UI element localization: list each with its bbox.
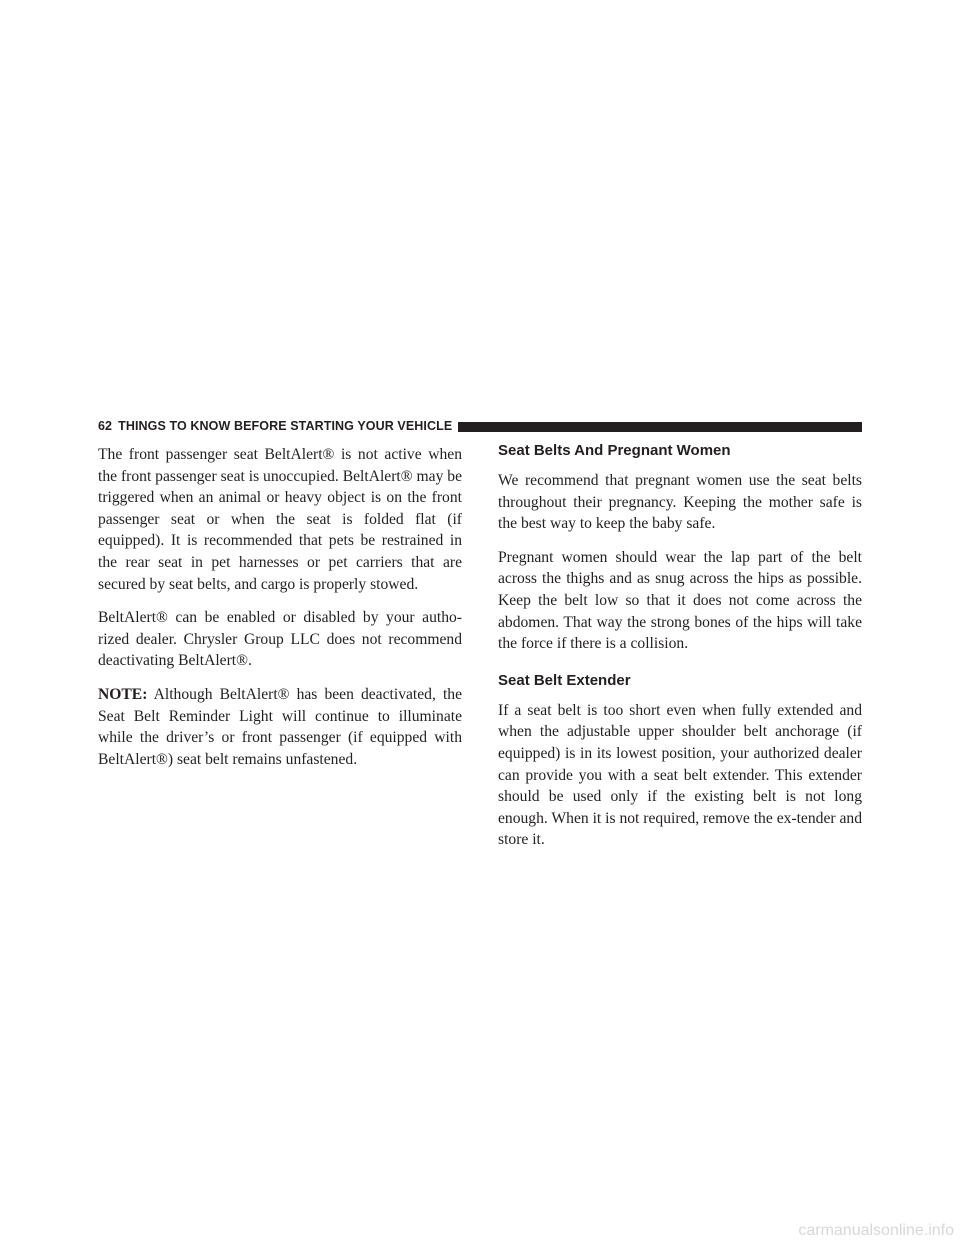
note-text: Although BeltAlert® has been deactivated, the Seat Belt Reminder Light will continue to illuminate while the driver’s or front passenger (if equipped with BeltAlert®) seat belt remains unfastened.: [98, 685, 462, 768]
beltalert-dealer-paragraph: BeltAlert® can be enabled or disabled by your autho-rized dealer. Chrysler Group LLC does not recommend deactivating BeltAlert®.: [98, 609, 462, 670]
beltalert-passenger-paragraph: The front passenger seat BeltAlert® is not active when the front passenger seat is unoccupied. BeltAlert® may be triggered when an animal or heavy object is on the front passenger seat or when the seat is folded flat (if equipped). It is recommended that pets be restrained in the rear seat in pet harnesses or pet carriers that are secured by seat belts, and cargo is properly stowed.: [98, 446, 462, 593]
section-heading-belt-extender: Seat Belt Extender: [498, 671, 631, 689]
header-rule: [458, 422, 862, 432]
left-column: [98, 444, 462, 782]
chapter-title: THINGS TO KNOW BEFORE STARTING YOUR VEHICLE: [118, 419, 453, 433]
section-heading-pregnant-women: Seat Belts And Pregnant Women: [498, 442, 731, 459]
pregnancy-paragraph-1: We recommend that pregnant women use the seat belts throughout their pregnancy. Keeping the mother safe is the best way to keep the baby safe.: [498, 472, 862, 533]
pregnancy-paragraph-2: Pregnant women should wear the lap part of the belt across the thighs and as snug across the hips as possible. Keep the belt low so that it does not come across the abdomen. That way the strong bones of the hips will take the force if there is a collision.: [498, 548, 862, 653]
note-paragraph: [98, 684, 462, 770]
note-label: NOTE:: [98, 685, 148, 703]
watermark: carmanualsonline.info: [798, 1222, 954, 1239]
extender-paragraph: If a seat belt is too short even when fully extended and when the adjustable upper shoulder belt anchorage (if equipped) is in its lowest position, your authorized dealer can provide you with a seat belt extender. This extender should be used only if the existing belt is not long enough. When it is not required, remove the ex-tender and store it.: [498, 701, 862, 849]
page-header: [98, 415, 862, 437]
right-column: [498, 441, 862, 863]
page-number: 62: [98, 419, 113, 433]
